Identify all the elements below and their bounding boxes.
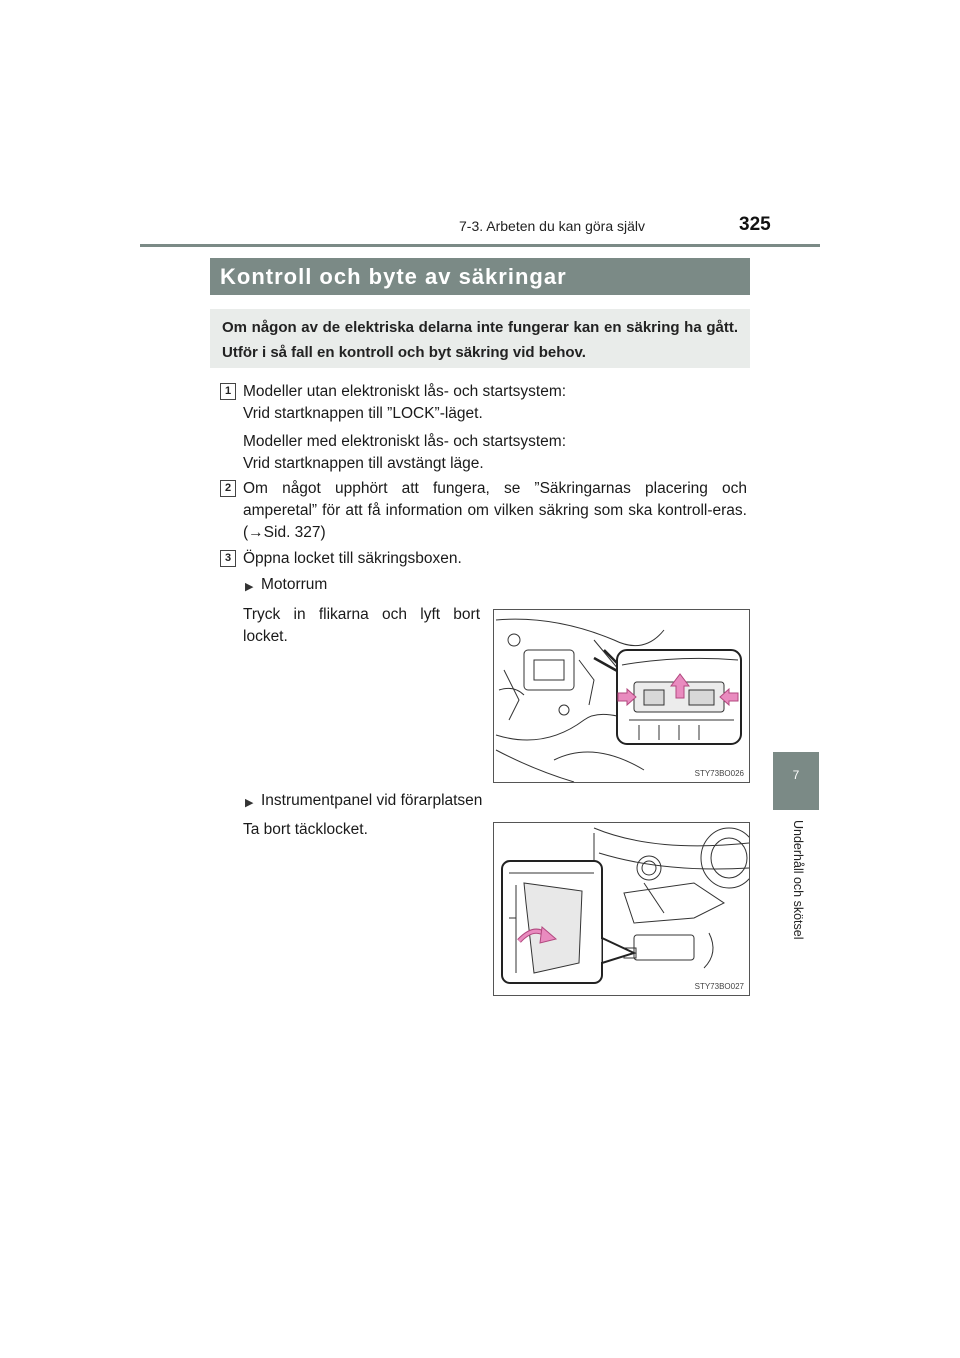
chapter-number: 7: [792, 768, 800, 782]
page-number: 325: [739, 214, 771, 235]
chapter-title: Underhåll och skötsel: [791, 820, 805, 940]
step-number-box: 3: [220, 550, 236, 567]
step-1-line: Modeller med elektroniskt lås- och startsystem:: [243, 433, 567, 450]
subsection-heading: Instrumentpanel vid förarplatsen: [261, 792, 483, 809]
figure-code: STY73BO026: [694, 769, 744, 778]
step-2-text: Om något upphört att fungera, se ”Säkringarnas placering och amperetal” för att få information om vilken säkring som ska kontroll-eras. (→Sid. 327): [243, 480, 747, 541]
step-3-text: Öppna locket till säkringsboxen.: [243, 550, 462, 567]
step-number-box: 1: [220, 383, 236, 400]
step-1-text: [243, 381, 747, 475]
figure-code: STY73BO027: [694, 982, 744, 991]
step-1-line: Vrid startknappen till ”LOCK”-läget.: [243, 405, 483, 422]
engine-fusebox-figure: [493, 609, 750, 783]
step-number-box: 2: [220, 480, 236, 497]
header-rule: [140, 244, 820, 247]
dashboard-fusebox-figure: [493, 822, 750, 996]
dashboard-illustration: [494, 823, 749, 995]
step-1-line: Vrid startknappen till avstängt läge.: [243, 455, 484, 472]
running-header-section: 7-3. Arbeten du kan göra själv: [459, 218, 646, 234]
step-1-line: Modeller utan elektroniskt lås- och startsystem:: [243, 383, 567, 400]
triangle-bullet-icon: ▶: [245, 797, 254, 809]
subsection-instruction: Ta bort täcklocket.: [243, 821, 368, 838]
triangle-bullet-icon: ▶: [245, 581, 254, 593]
engine-compartment-illustration: [494, 610, 749, 782]
section-title: Kontroll och byte av säkringar: [210, 258, 750, 295]
subsection-instruction: Tryck in flikarna och lyft bort locket.: [243, 606, 480, 645]
subsection-heading: Motorrum: [261, 576, 328, 593]
intro-box: Om någon av de elektriska delarna inte fungerar kan en säkring ha gått. Utför i så fall en kontroll och byt säkring vid behov.: [210, 309, 750, 368]
